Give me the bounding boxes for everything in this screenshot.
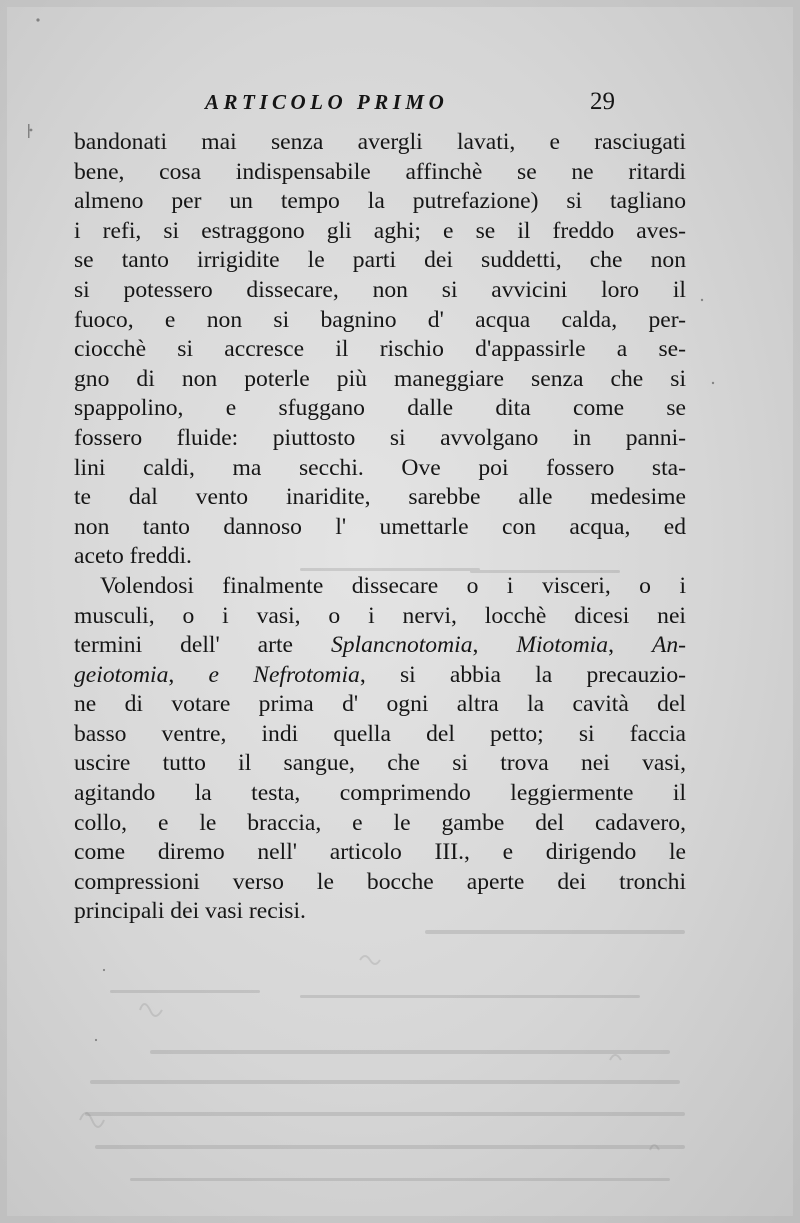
text-line: Volendosi finalmente dissecare o i visceri, o i (100, 572, 686, 599)
running-head: ARTICOLO PRIMO (205, 90, 449, 114)
paragraph-2 (74, 572, 686, 927)
text-line: bene, cosa indispensabile affinchè se ne ritardi (74, 158, 686, 185)
paragraph-1 (74, 128, 686, 572)
text-line: almeno per un tempo la putrefazione) si tagliano (74, 188, 686, 215)
text-line: ciocchè si accresce il rischio d'appassirle a se- (74, 336, 686, 363)
text-span: termini dell' arte (74, 632, 331, 659)
italic-term: e (208, 661, 219, 688)
text-span: , (608, 632, 652, 659)
page-number: 29 (590, 88, 615, 115)
text-line: te dal vento inaridite, sarebbe alle medesime (74, 484, 686, 511)
text-line: fossero fluide: piuttosto si avvolgano in panni- (74, 424, 686, 451)
text-line: collo, e le braccia, e le gambe del cadavero, (74, 809, 686, 836)
text-line: bandonati mai senza avergli lavati, e rasciugati (74, 129, 686, 155)
page-header (205, 88, 665, 124)
italic-term: Miotomia (516, 632, 609, 659)
text-line: ne di votare prima d' ogni altra la cavità del (74, 691, 686, 718)
body-text (74, 128, 686, 927)
text-line: principali dei vasi recisi. (74, 898, 306, 925)
text-line: aceto freddi. (74, 543, 192, 570)
text-line: basso ventre, indi quella del petto; si faccia (74, 720, 686, 747)
text-span: , (472, 632, 517, 659)
text-span (219, 662, 253, 688)
text-line: lini caldi, ma secchi. Ove poi fossero sta- (74, 454, 686, 481)
italic-term: An- (651, 632, 687, 659)
text-line: uscire tutto il sangue, che si trova nei vasi, (74, 750, 686, 777)
text-line: musculi, o i vasi, o i nervi, locchè dicesi nei (74, 602, 686, 629)
italic-term: geiotomia (74, 661, 169, 688)
text-line: se tanto irrigidite le parti dei suddetti, che non (74, 247, 686, 274)
text-line: i refi, si estraggono gli aghi; e se il freddo aves- (74, 217, 686, 244)
text-line (74, 661, 686, 691)
text-line: come diremo nell' articolo III., e dirigendo le (74, 839, 686, 866)
text-line: gno di non poterle più maneggiare senza che si (74, 365, 686, 392)
text-line: compressioni verso le bocche aperte dei tronchi (74, 868, 686, 895)
text-line: agitando la testa, comprimendo leggiermente il (74, 780, 686, 807)
text-span: , si abbia la precauzio- (359, 661, 686, 688)
text-line (74, 631, 686, 661)
text-line: si potessero dissecare, non si avvicini loro il (74, 276, 686, 303)
text-line: spappolino, e sfuggano dalle dita come se (74, 395, 686, 422)
italic-term: Splancnotomia (330, 632, 473, 659)
text-line: non tanto dannoso l' umettarle con acqua, ed (74, 513, 686, 540)
italic-term: Nefrotomia (253, 661, 360, 688)
text-span: , (168, 661, 209, 688)
text-line: fuoco, e non si bagnino d' acqua calda, per- (74, 306, 686, 333)
